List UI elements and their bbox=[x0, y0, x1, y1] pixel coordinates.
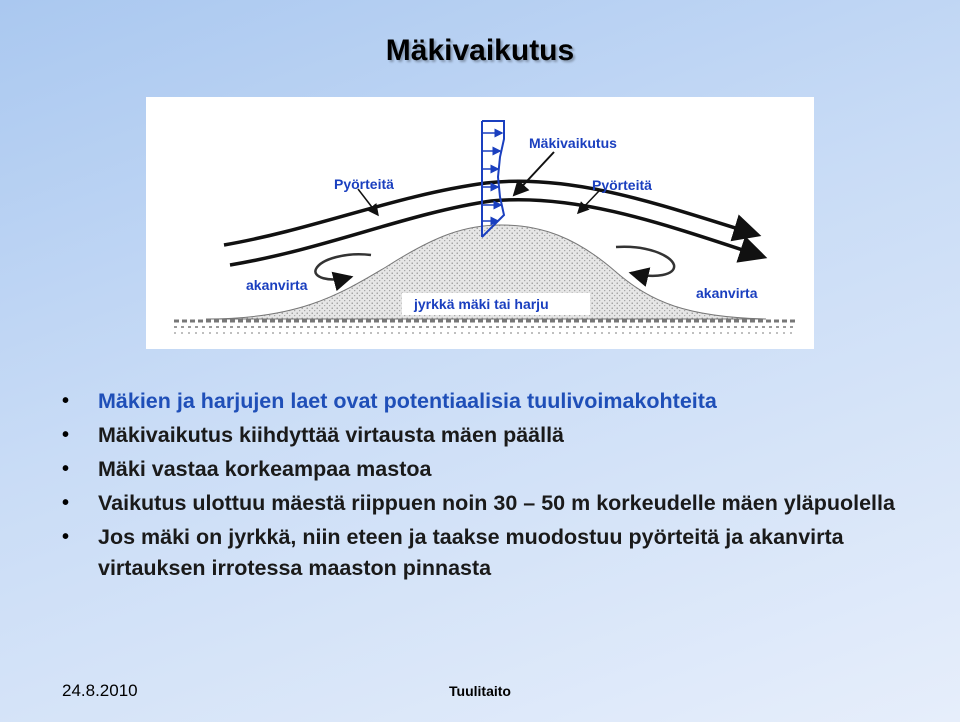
bullet-item: • Jos mäki on jyrkkä, niin eteen ja taakse muodostuu pyörteitä ja akanvirta virtauksen irrotessa maaston pinnasta bbox=[60, 522, 940, 584]
hill-effect-diagram bbox=[146, 97, 814, 349]
bullet-item: • Mäkivaikutus kiihdyttää virtausta mäen päällä bbox=[60, 420, 940, 451]
label-right-wake: akanvirta bbox=[696, 285, 758, 301]
right-label-pointer bbox=[578, 191, 599, 213]
footer-date: 24.8.2010 bbox=[62, 681, 138, 700]
bullet-item: • Vaikutus ulottuu mäestä riippuen noin 30 – 50 m korkeudelle mäen yläpuolella bbox=[60, 488, 940, 519]
label-right-vortex: Pyörteitä bbox=[592, 177, 652, 193]
label-top: Mäkivaikutus bbox=[529, 135, 617, 151]
bullet-list bbox=[60, 386, 940, 587]
label-left-wake: akanvirta bbox=[246, 277, 308, 293]
label-hill: jyrkkä mäki tai harju bbox=[414, 296, 549, 312]
left-vortex-arrow bbox=[315, 254, 371, 279]
slide-title: Mäkivaikutus bbox=[385, 34, 575, 67]
wind-profile-icon bbox=[482, 121, 504, 237]
top-label-pointer bbox=[514, 152, 554, 195]
footer-brand: Tuulitaito bbox=[449, 683, 511, 699]
label-left-vortex: Pyörteitä bbox=[334, 176, 394, 192]
ground-texture bbox=[174, 321, 796, 333]
right-vortex-arrow bbox=[616, 247, 674, 276]
bullet-item: • Mäkien ja harjujen laet ovat potentiaalisia tuulivoimakohteita bbox=[60, 386, 940, 417]
bullet-item: • Mäki vastaa korkeampaa mastoa bbox=[60, 454, 940, 485]
